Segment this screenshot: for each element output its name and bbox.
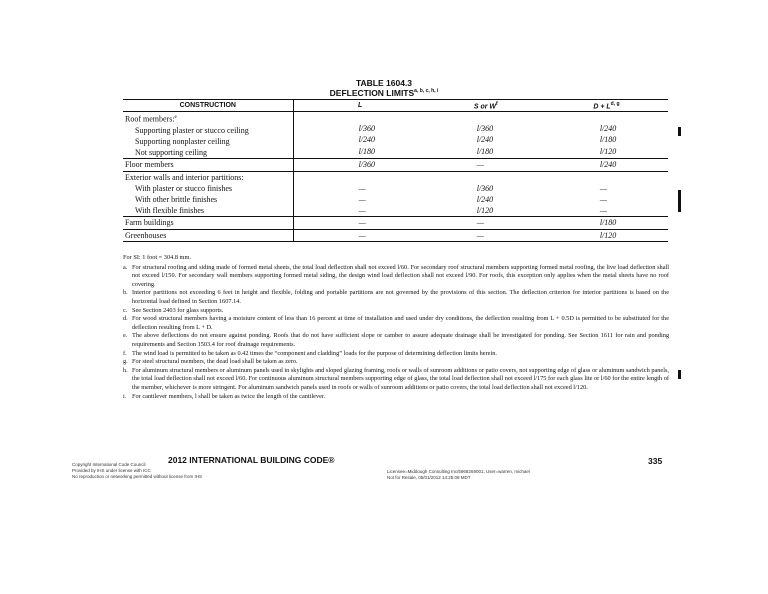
limit-value: l/240: [358, 135, 376, 145]
group-title: Farm buildings: [125, 218, 174, 228]
limit-value: l/120: [599, 230, 617, 240]
limit-value: —: [358, 183, 366, 193]
footnote-key: d.: [123, 315, 128, 323]
table-row: [123, 171, 668, 217]
header-s-or-w: S or $W^f$: [427, 100, 545, 112]
limit-d-plus-l-cell: [545, 171, 668, 217]
limit-l-cell: [293, 159, 427, 171]
limit-d-plus-l-cell: [545, 217, 668, 229]
footnote-text: Interior partitions not exceeding 6 feet in height and flexible, folding and portable partitions are not governed by the provisions of this section. The deflection criterion for interior partitions is based on the horizontal load defined in Section 1607.14.: [132, 289, 669, 305]
limit-value: l/180: [476, 146, 494, 156]
header-d-plus-l: D + L$^{d, g}$: [545, 100, 668, 112]
limit-value: —: [599, 183, 607, 193]
footnote: [123, 358, 669, 367]
limit-value: l/240: [599, 160, 617, 170]
footnote-text: The above deflections do not ensure against ponding. Roofs that do not have sufficient slope or camber to assure adequate drainage shall be investigated for ponding. See Section 1611 for rain and ponding requirements and Section 1503.4 for roof drainage requirements.: [132, 332, 669, 348]
limit-value: —: [358, 206, 366, 216]
construction-cell: [123, 217, 293, 229]
group-title: Greenhouses: [125, 230, 167, 240]
footnote: [123, 315, 669, 332]
change-bar: [678, 190, 681, 212]
limit-value: l/180: [599, 135, 617, 145]
deflection-limits-table: [123, 99, 668, 242]
book-title: 2012 INTERNATIONAL BUILDING CODE®: [168, 455, 335, 465]
header-l: L: [293, 100, 427, 112]
table-subtitle: DEFLECTION LIMITS$^{a, b, c, h, i}$: [329, 88, 439, 98]
footnote-text: The wind load is permitted to be taken as 0.42 times the “component and cladding” loads for the purpose of determining deflection limits herein.: [132, 349, 497, 357]
group-title: Exterior walls and interior partitions:: [125, 172, 244, 182]
limit-value: l/360: [358, 160, 376, 170]
footnote-text: For steel structural members, the dead load shall be taken as zero.: [132, 358, 298, 366]
footnote-key: b.: [123, 289, 128, 297]
limit-value: —: [358, 230, 366, 240]
footnote-text: For wood structural members having a moisture content of less than 16 percent at time of installation and used under dry conditions, the deflection resulting from L + 0.5D is permitted to be substituted for the deflection resulting from L + D.: [132, 315, 669, 331]
limit-value: l/360: [476, 183, 494, 193]
limit-s-or-w-cell: [427, 229, 545, 241]
limit-value: l/180: [599, 218, 617, 228]
row-label: Not supporting ceiling: [135, 148, 207, 158]
limit-value: l/120: [476, 206, 494, 216]
limit-value: —: [476, 160, 484, 170]
limit-value: —: [599, 195, 607, 205]
limit-l-cell: [293, 217, 427, 229]
footnote-key: g.: [123, 358, 128, 366]
footnote: [123, 264, 669, 290]
footnote-key: h.: [123, 366, 128, 374]
group-title: Roof members:: [125, 114, 175, 124]
limit-value: —: [358, 195, 366, 205]
si-note: For SI: 1 foot = 304.8 mm.: [123, 254, 191, 261]
change-bar: [678, 127, 681, 136]
footnote-text: For aluminum structural members or aluminum panels used in skylights and sloped glazing framing, roofs or walls of sunroom additions or patio covers, not supporting edge of glass or aluminum sandwich panels, the total load deflection shall not exceed l/60. For continuous aluminum structural members supporting edge of glass, the total load deflection shall not exceed l/175 for each glass lite or l/60 for the entire length of the member, whichever is more stringent. For aluminum sandwich panels used in roofs or walls of sunroom additions or patio covers, the total load deflection shall not exceed l/120.: [132, 366, 669, 391]
limit-value: —: [476, 230, 484, 240]
page-number: 335: [648, 456, 663, 466]
limit-value: l/360: [476, 124, 494, 134]
group-title: Floor members: [125, 160, 174, 170]
limit-value: l/240: [476, 135, 494, 145]
limit-l-cell: [293, 229, 427, 241]
table-row: [123, 159, 668, 171]
table-title: TABLE 1604.3: [355, 78, 413, 88]
row-label: With plaster or stucco finishes: [135, 183, 232, 193]
row-label: With flexible finishes: [135, 206, 204, 216]
footnote-text: For structural roofing and siding made of formed metal sheets, the total load deflection shall not exceed l/60. For secondary roof structural members supporting formed metal roofing, the live load deflection shall not exceed l/150. For secondary wall members supporting formed metal siding, the design wind load deflection shall not exceed l/90. For roofs, this exception only applies when the metal sheets have no roof covering.: [132, 263, 669, 288]
limit-d-plus-l-cell: [545, 159, 668, 171]
footnote-text: For cantilever members, l shall be taken as twice the length of the cantilever.: [132, 392, 326, 400]
limit-s-or-w-cell: [427, 112, 545, 159]
footnote-list: [123, 264, 669, 402]
table-row: [123, 112, 668, 159]
limit-s-or-w-cell: [427, 171, 545, 217]
limit-s-or-w-cell: [427, 217, 545, 229]
footnote: [123, 367, 669, 393]
construction-cell: Roof members:$^e$ Supporting plaster or stucco ceiling Supporting nonplaster ceiling Not supporting ceiling: [123, 112, 293, 159]
limit-value: —: [358, 218, 366, 228]
row-label: With other brittle finishes: [135, 195, 218, 205]
footnote: [123, 350, 669, 359]
copyright-notice: Copyright International Code Council Provided by IHS under license with ICC No reproduction or networking permitted without license from IHS: [72, 462, 203, 479]
table-row: [123, 229, 668, 241]
limit-d-plus-l-cell: [545, 229, 668, 241]
limit-s-or-w-cell: [427, 159, 545, 171]
footnote-text: See Section 2403 for glass supports.: [132, 306, 224, 314]
footnote-key: i.: [123, 392, 127, 400]
footnote: [123, 393, 669, 402]
limit-value: —: [476, 218, 484, 228]
footnote-key: e.: [123, 332, 128, 340]
limit-value: l/120: [599, 146, 617, 156]
limit-value: —: [599, 206, 607, 216]
table-header-row: [123, 100, 668, 112]
footnote-key: f.: [123, 349, 127, 357]
limit-d-plus-l-cell: [545, 112, 668, 159]
table-row: [123, 217, 668, 229]
limit-l-cell: [293, 112, 427, 159]
construction-cell: [123, 171, 293, 217]
footnote: [123, 289, 669, 306]
limit-value: l/240: [599, 124, 617, 134]
footnote-key: a.: [123, 263, 128, 271]
construction-cell: [123, 229, 293, 241]
row-label: Supporting nonplaster ceiling: [135, 137, 230, 147]
change-bar: [678, 370, 681, 379]
table-body: [123, 112, 668, 242]
limit-value: l/240: [476, 195, 494, 205]
row-label: Supporting plaster or stucco ceiling: [135, 125, 249, 135]
footnote: [123, 332, 669, 349]
table-notes: [123, 254, 669, 401]
limit-value: l/360: [358, 124, 376, 134]
limit-l-cell: [293, 171, 427, 217]
footnote: [123, 307, 669, 316]
limit-value: l/180: [358, 146, 376, 156]
footnote-key: c.: [123, 306, 128, 314]
license-notice: Licensee=Middough Consulting Inc/5968269001, User=warren, michael Not for Resale, 05/01/2012 14:25:08 MDT: [387, 469, 530, 480]
construction-cell: [123, 159, 293, 171]
header-construction: CONSTRUCTION: [123, 100, 293, 112]
